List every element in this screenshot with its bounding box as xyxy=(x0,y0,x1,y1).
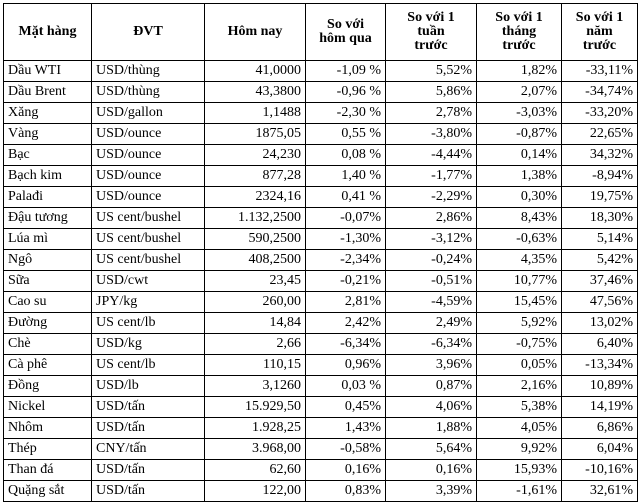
vs-year-cell: 6,04% xyxy=(562,439,638,460)
vs-yesterday-cell: -6,34% xyxy=(306,334,386,355)
unit-cell: US cent/bushel xyxy=(92,229,205,250)
table-row xyxy=(4,61,638,82)
table-row xyxy=(4,418,638,439)
commodity-cell: Đường xyxy=(4,313,92,334)
vs-month-cell: 8,43% xyxy=(477,208,562,229)
commodity-cell: Quặng sắt xyxy=(4,481,92,502)
commodity-cell: Sữa xyxy=(4,271,92,292)
vs-month-cell: 2,16% xyxy=(477,376,562,397)
vs-week-cell: 5,86% xyxy=(386,82,477,103)
unit-cell: US cent/bushel xyxy=(92,208,205,229)
vs-year-cell: -10,16% xyxy=(562,460,638,481)
vs-month-cell: 5,92% xyxy=(477,313,562,334)
table-row xyxy=(4,187,638,208)
vs-year-cell: 18,30% xyxy=(562,208,638,229)
vs-month-cell: -0,75% xyxy=(477,334,562,355)
vs-year-cell: 37,46% xyxy=(562,271,638,292)
vs-month-cell: 10,77% xyxy=(477,271,562,292)
vs-week-cell: -2,29% xyxy=(386,187,477,208)
commodity-cell: Lúa mì xyxy=(4,229,92,250)
vs-year-cell: -33,20% xyxy=(562,103,638,124)
table-row xyxy=(4,397,638,418)
vs-year-cell: 32,61% xyxy=(562,481,638,502)
vs-yesterday-cell: -0,21% xyxy=(306,271,386,292)
vs-year-cell: 34,32% xyxy=(562,145,638,166)
vs-month-cell: 9,92% xyxy=(477,439,562,460)
vs-year-cell: 19,75% xyxy=(562,187,638,208)
vs-yesterday-cell: 0,41 % xyxy=(306,187,386,208)
today-value-cell: 260,00 xyxy=(205,292,306,313)
commodity-cell: Cao su xyxy=(4,292,92,313)
commodity-cell: Dầu Brent xyxy=(4,82,92,103)
vs-month-cell: 1,82% xyxy=(477,61,562,82)
today-value-cell: 2324,16 xyxy=(205,187,306,208)
vs-week-cell: 2,49% xyxy=(386,313,477,334)
unit-cell: US cent/lb xyxy=(92,355,205,376)
vs-year-cell: 6,40% xyxy=(562,334,638,355)
vs-year-cell: 5,42% xyxy=(562,250,638,271)
vs-yesterday-cell: 0,96% xyxy=(306,355,386,376)
vs-month-cell: 5,38% xyxy=(477,397,562,418)
today-value-cell: 24,230 xyxy=(205,145,306,166)
vs-month-cell: 0,05% xyxy=(477,355,562,376)
vs-yesterday-cell: 0,45% xyxy=(306,397,386,418)
unit-cell: USD/thùng xyxy=(92,61,205,82)
table-row xyxy=(4,250,638,271)
commodity-cell: Nhôm xyxy=(4,418,92,439)
today-value-cell: 590,2500 xyxy=(205,229,306,250)
header-today: Hôm nay xyxy=(205,4,306,61)
today-value-cell: 1,1488 xyxy=(205,103,306,124)
vs-year-cell: 6,86% xyxy=(562,418,638,439)
vs-week-cell: 1,88% xyxy=(386,418,477,439)
header-vs-week: So với 1 tuần trước xyxy=(386,4,477,61)
today-value-cell: 1.132,2500 xyxy=(205,208,306,229)
vs-yesterday-cell: -0,96 % xyxy=(306,82,386,103)
vs-month-cell: 4,05% xyxy=(477,418,562,439)
today-value-cell: 122,00 xyxy=(205,481,306,502)
table-row xyxy=(4,334,638,355)
today-value-cell: 408,2500 xyxy=(205,250,306,271)
table-row xyxy=(4,103,638,124)
vs-yesterday-cell: 2,42% xyxy=(306,313,386,334)
unit-cell: USD/tấn xyxy=(92,397,205,418)
table-row xyxy=(4,376,638,397)
table-row xyxy=(4,355,638,376)
commodity-cell: Đồng xyxy=(4,376,92,397)
today-value-cell: 15.929,50 xyxy=(205,397,306,418)
vs-week-cell: 2,78% xyxy=(386,103,477,124)
today-value-cell: 2,66 xyxy=(205,334,306,355)
vs-month-cell: -0,63% xyxy=(477,229,562,250)
unit-cell: USD/ounce xyxy=(92,124,205,145)
vs-year-cell: 13,02% xyxy=(562,313,638,334)
today-value-cell: 43,3800 xyxy=(205,82,306,103)
vs-week-cell: 3,39% xyxy=(386,481,477,502)
commodity-cell: Dầu WTI xyxy=(4,61,92,82)
vs-week-cell: -0,24% xyxy=(386,250,477,271)
vs-month-cell: -1,61% xyxy=(477,481,562,502)
table-row xyxy=(4,82,638,103)
vs-week-cell: -3,80% xyxy=(386,124,477,145)
vs-week-cell: -6,34% xyxy=(386,334,477,355)
table-row xyxy=(4,439,638,460)
vs-week-cell: 0,16% xyxy=(386,460,477,481)
vs-week-cell: -4,44% xyxy=(386,145,477,166)
header-vs-year: So với 1 năm trước xyxy=(562,4,638,61)
table-body xyxy=(4,61,638,502)
table-row xyxy=(4,271,638,292)
today-value-cell: 877,28 xyxy=(205,166,306,187)
vs-yesterday-cell: -0,07% xyxy=(306,208,386,229)
vs-week-cell: 3,96% xyxy=(386,355,477,376)
vs-week-cell: -4,59% xyxy=(386,292,477,313)
vs-week-cell: -0,51% xyxy=(386,271,477,292)
unit-cell: USD/tấn xyxy=(92,481,205,502)
unit-cell: USD/gallon xyxy=(92,103,205,124)
unit-cell: USD/ounce xyxy=(92,187,205,208)
commodity-price-table xyxy=(3,3,638,502)
today-value-cell: 14,84 xyxy=(205,313,306,334)
today-value-cell: 3.968,00 xyxy=(205,439,306,460)
today-value-cell: 3,1260 xyxy=(205,376,306,397)
vs-year-cell: 47,56% xyxy=(562,292,638,313)
vs-month-cell: 1,38% xyxy=(477,166,562,187)
vs-month-cell: 0,14% xyxy=(477,145,562,166)
unit-cell: USD/thùng xyxy=(92,82,205,103)
commodity-cell: Vàng xyxy=(4,124,92,145)
vs-yesterday-cell: 2,81% xyxy=(306,292,386,313)
commodity-cell: Xăng xyxy=(4,103,92,124)
table-row xyxy=(4,313,638,334)
vs-year-cell: -8,94% xyxy=(562,166,638,187)
vs-month-cell: 4,35% xyxy=(477,250,562,271)
commodity-cell: Ngô xyxy=(4,250,92,271)
vs-yesterday-cell: 0,55 % xyxy=(306,124,386,145)
header-commodity: Mặt hàng xyxy=(4,4,92,61)
commodity-cell: Than đá xyxy=(4,460,92,481)
vs-week-cell: -1,77% xyxy=(386,166,477,187)
vs-month-cell: 0,30% xyxy=(477,187,562,208)
header-vs-month: So với 1 tháng trước xyxy=(477,4,562,61)
table-row xyxy=(4,124,638,145)
vs-yesterday-cell: 1,40 % xyxy=(306,166,386,187)
commodity-cell: Thép xyxy=(4,439,92,460)
unit-cell: US cent/lb xyxy=(92,313,205,334)
vs-yesterday-cell: 0,03 % xyxy=(306,376,386,397)
unit-cell: USD/tấn xyxy=(92,418,205,439)
unit-cell: USD/ounce xyxy=(92,145,205,166)
header-row xyxy=(4,4,638,61)
table-row xyxy=(4,481,638,502)
vs-yesterday-cell: 0,83% xyxy=(306,481,386,502)
vs-week-cell: -3,12% xyxy=(386,229,477,250)
commodity-cell: Bạch kim xyxy=(4,166,92,187)
vs-month-cell: -3,03% xyxy=(477,103,562,124)
vs-month-cell: -0,87% xyxy=(477,124,562,145)
today-value-cell: 1.928,25 xyxy=(205,418,306,439)
today-value-cell: 62,60 xyxy=(205,460,306,481)
vs-month-cell: 15,93% xyxy=(477,460,562,481)
header-unit: ĐVT xyxy=(92,4,205,61)
commodity-cell: Chè xyxy=(4,334,92,355)
today-value-cell: 41,0000 xyxy=(205,61,306,82)
vs-yesterday-cell: -1,30% xyxy=(306,229,386,250)
commodity-cell: Bạc xyxy=(4,145,92,166)
vs-yesterday-cell: 1,43% xyxy=(306,418,386,439)
table-row xyxy=(4,292,638,313)
unit-cell: USD/cwt xyxy=(92,271,205,292)
vs-week-cell: 5,64% xyxy=(386,439,477,460)
unit-cell: USD/ounce xyxy=(92,166,205,187)
unit-cell: US cent/bushel xyxy=(92,250,205,271)
unit-cell: USD/tấn xyxy=(92,460,205,481)
header-vs-yesterday: So với hôm qua xyxy=(306,4,386,61)
commodity-cell: Cà phê xyxy=(4,355,92,376)
table-row xyxy=(4,208,638,229)
unit-cell: JPY/kg xyxy=(92,292,205,313)
unit-cell: USD/lb xyxy=(92,376,205,397)
vs-yesterday-cell: -2,30 % xyxy=(306,103,386,124)
vs-week-cell: 5,52% xyxy=(386,61,477,82)
vs-yesterday-cell: -2,34% xyxy=(306,250,386,271)
vs-yesterday-cell: -1,09 % xyxy=(306,61,386,82)
today-value-cell: 23,45 xyxy=(205,271,306,292)
vs-year-cell: 14,19% xyxy=(562,397,638,418)
vs-yesterday-cell: 0,08 % xyxy=(306,145,386,166)
today-value-cell: 110,15 xyxy=(205,355,306,376)
today-value-cell: 1875,05 xyxy=(205,124,306,145)
vs-year-cell: 5,14% xyxy=(562,229,638,250)
table-row xyxy=(4,166,638,187)
unit-cell: CNY/tấn xyxy=(92,439,205,460)
vs-year-cell: -33,11% xyxy=(562,61,638,82)
commodity-cell: Đậu tương xyxy=(4,208,92,229)
vs-yesterday-cell: 0,16% xyxy=(306,460,386,481)
vs-year-cell: -13,34% xyxy=(562,355,638,376)
vs-month-cell: 2,07% xyxy=(477,82,562,103)
vs-week-cell: 4,06% xyxy=(386,397,477,418)
vs-year-cell: 22,65% xyxy=(562,124,638,145)
commodity-cell: Palađi xyxy=(4,187,92,208)
vs-week-cell: 2,86% xyxy=(386,208,477,229)
vs-week-cell: 0,87% xyxy=(386,376,477,397)
commodity-cell: Nickel xyxy=(4,397,92,418)
unit-cell: USD/kg xyxy=(92,334,205,355)
table-row xyxy=(4,229,638,250)
vs-yesterday-cell: -0,58% xyxy=(306,439,386,460)
table-row xyxy=(4,460,638,481)
vs-year-cell: -34,74% xyxy=(562,82,638,103)
vs-month-cell: 15,45% xyxy=(477,292,562,313)
vs-year-cell: 10,89% xyxy=(562,376,638,397)
table-row xyxy=(4,145,638,166)
